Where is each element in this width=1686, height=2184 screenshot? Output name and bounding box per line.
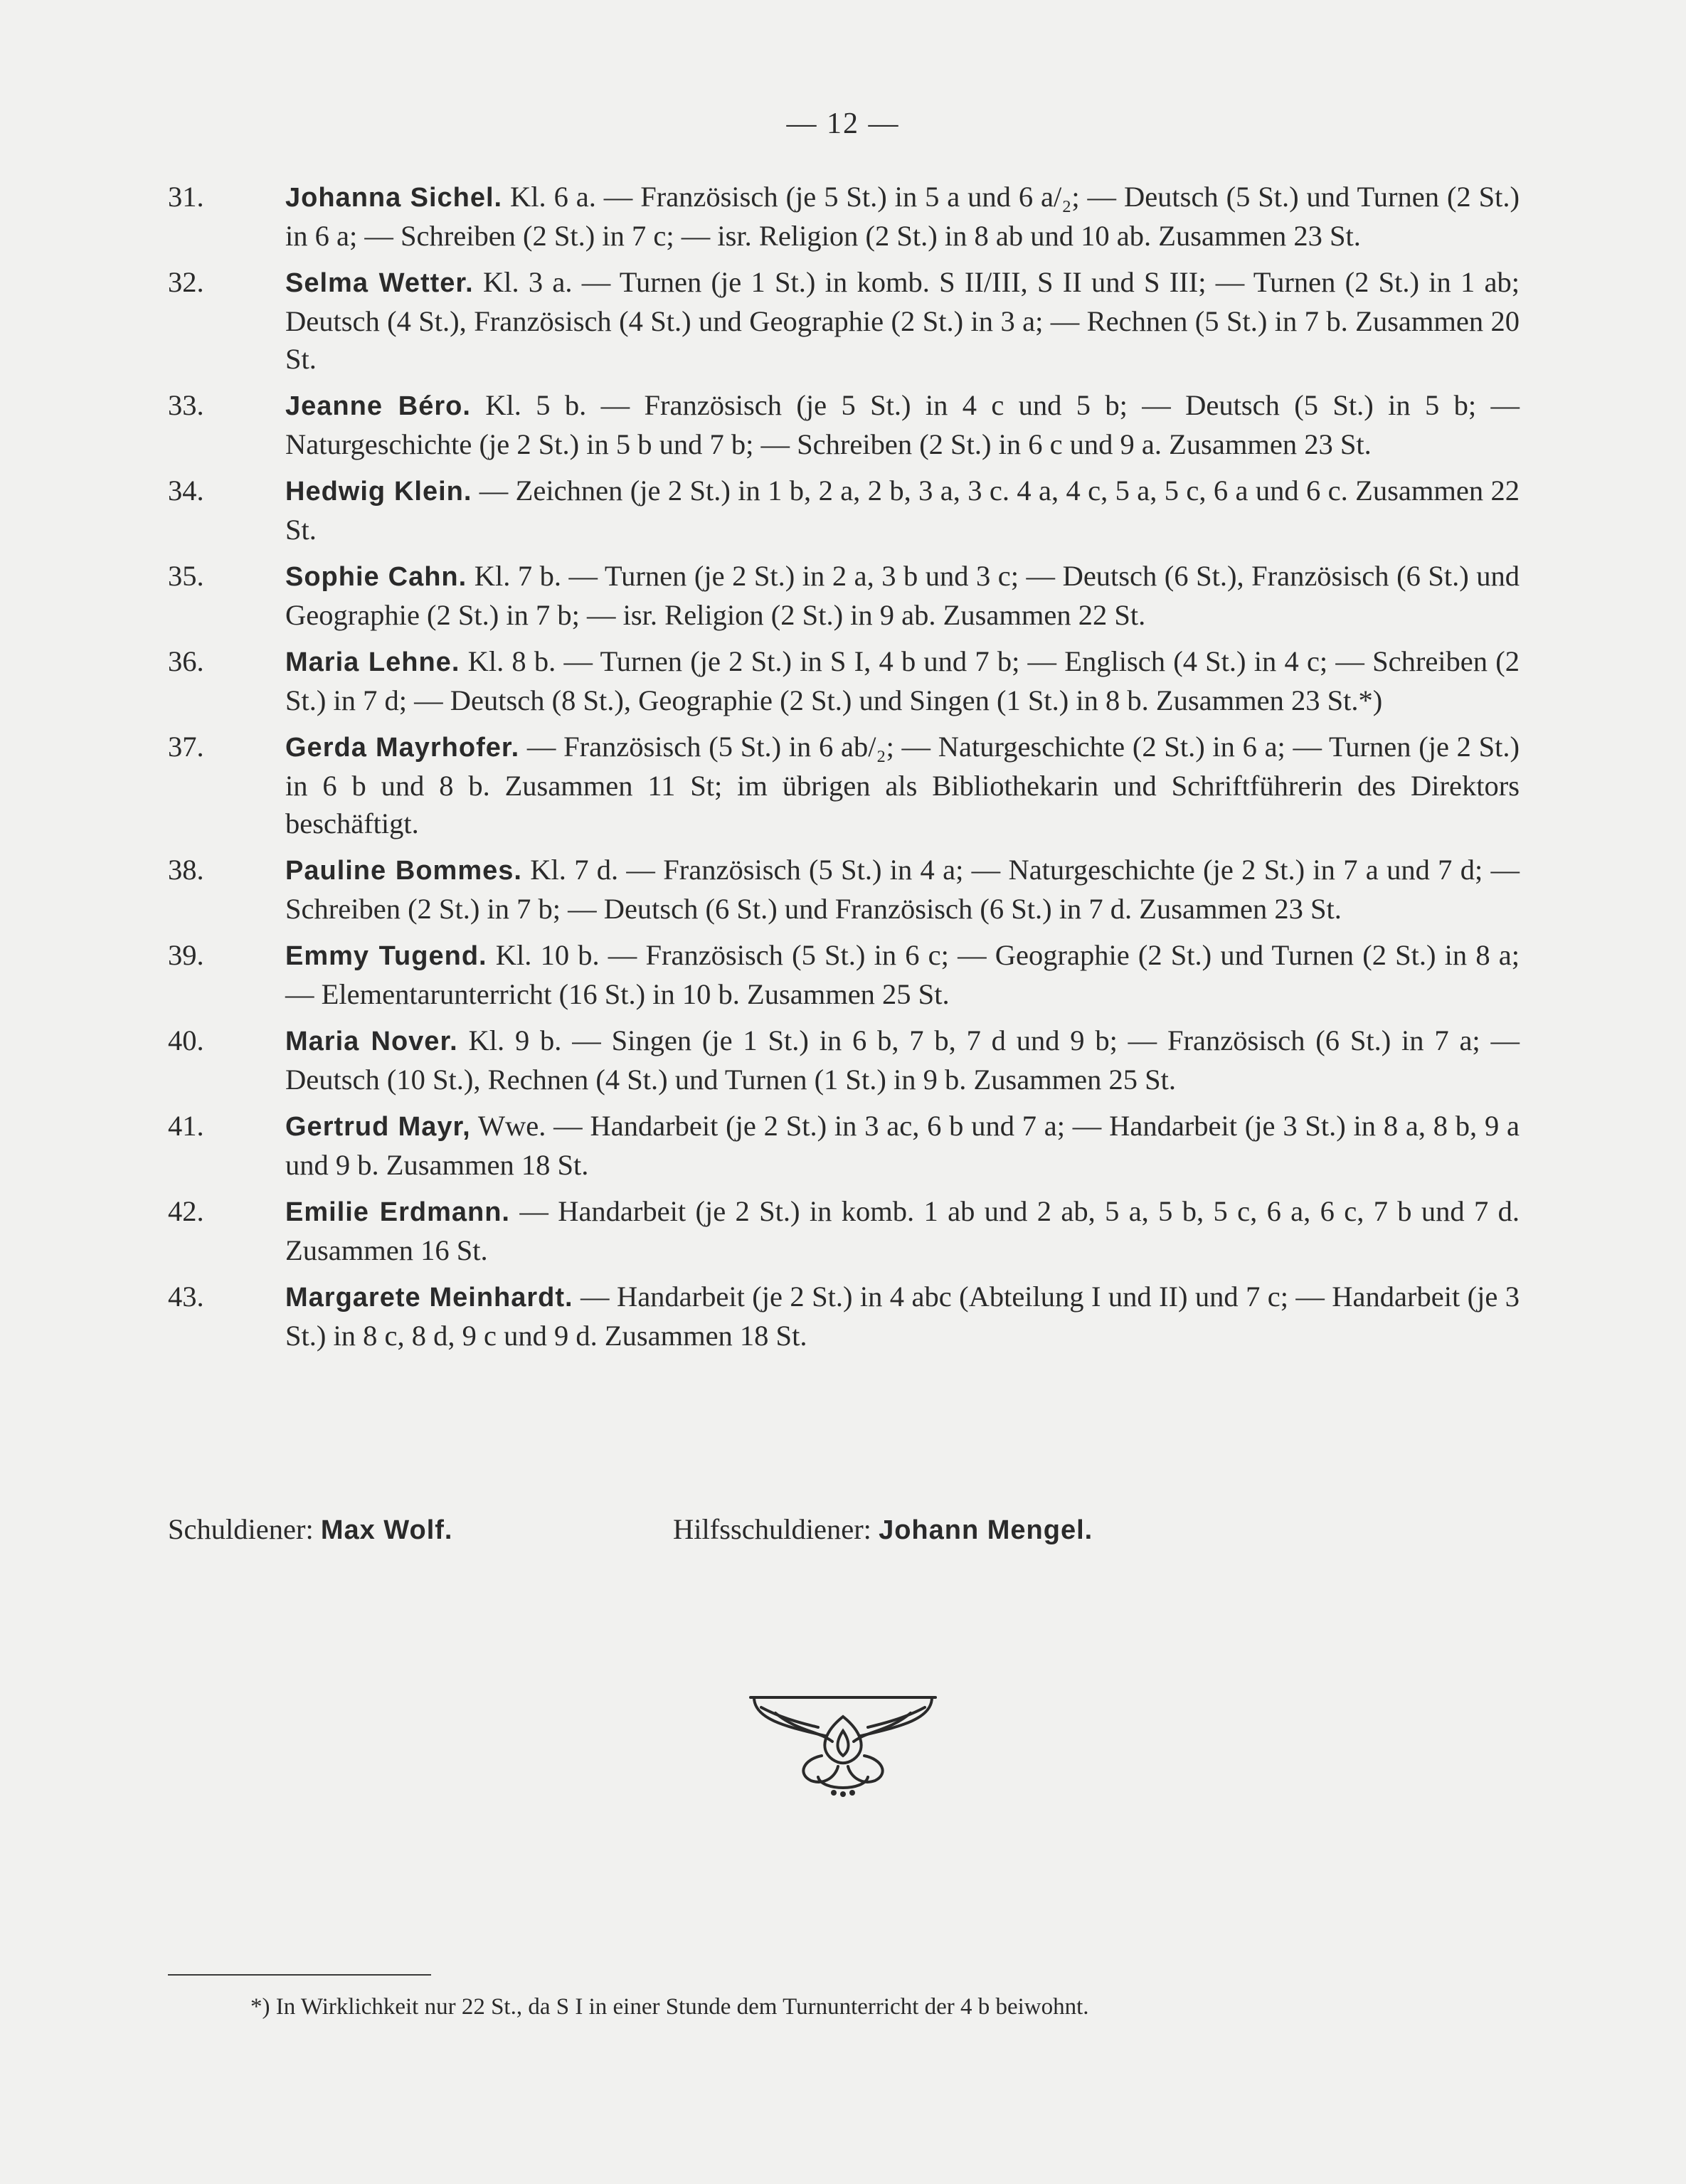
list-item	[168, 936, 1520, 1013]
entry-text: Kl. 9 b. — Singen (je 1 St.) in 6 b, 7 b, 7 d und 9 b; — Französisch (6 St.) in 7 a; — Deutsch (10 St.), Rechnen (4 St.) und Turnen (1 St.) in 9 b. Zusammen 25 St.	[285, 1024, 1520, 1096]
teacher-name: Selma Wetter.	[285, 268, 474, 298]
entry-number: 39.	[168, 939, 204, 971]
entry-number: 37.	[168, 731, 204, 763]
teacher-name: Emilie Erdmann.	[285, 1197, 510, 1227]
teacher-name: Jeanne Béro.	[285, 391, 471, 421]
list-item	[168, 557, 1520, 634]
entry-number: 35.	[168, 560, 204, 592]
entry-text: Kl. 5 b. — Französisch (je 5 St.) in 4 c und 5 b; — Deutsch (5 St.) in 5 b; — Naturgeschichte (je 2 St.) in 5 b und 7 b; — Schreiben (2 St.) in 6 c und 9 a. Zusammen 23 St.	[285, 389, 1520, 460]
entry-number: 33.	[168, 389, 204, 421]
entry-number: 38.	[168, 854, 204, 886]
entry-text: Kl. 6 a. — Französisch (je 5 St.) in 5 a und 6 a/₂; — Deutsch (5 St.) und Turnen (2 St.) in 6 a; — Schreiben (2 St.) in 7 c; — isr. Religion (2 St.) in 8 ab und 10 ab. Zusammen 23 St.	[285, 181, 1520, 252]
entry-text: — Handarbeit (je 2 St.) in 4 abc (Abteilung I und II) und 7 c; — Handarbeit (je 3 St.) in 8 c, 8 d, 9 c und 9 d. Zusammen 18 St.	[285, 1281, 1520, 1352]
teacher-name: Hedwig Klein.	[285, 477, 472, 507]
footnote: *) In Wirklichkeit nur 22 St., da S I in einer Stunde dem Turnunterricht der 4 b beiwohnt.	[250, 1994, 1089, 2020]
teacher-name: Emmy Tugend.	[285, 941, 487, 971]
entry-text: Wwe. — Handarbeit (je 2 St.) in 3 ac, 6 b und 7 a; — Handarbeit (je 3 St.) in 8 a, 8 b, 9 a und 9 b. Zusammen 18 St.	[285, 1110, 1520, 1181]
staff-list	[168, 178, 1520, 1363]
list-item	[168, 263, 1520, 378]
list-item	[168, 386, 1520, 463]
entry-text: — Handarbeit (je 2 St.) in komb. 1 ab und 2 ab, 5 a, 5 b, 5 c, 6 a, 6 c, 7 b und 7 d. Zusammen 16 St.	[285, 1195, 1520, 1266]
entry-number: 41.	[168, 1110, 204, 1142]
entry-text: Kl. 3 a. — Turnen (je 1 St.) in komb. S II/III, S II und S III; — Turnen (2 St.) in 1 ab; Deutsch (4 St.), Französisch (4 St.) und Geographie (2 St.) in 3 a; — Rechnen (5 St.) in 7 b. Zusammen 20 St.	[285, 266, 1520, 375]
entry-number: 40.	[168, 1024, 204, 1056]
teacher-name: Maria Nover.	[285, 1027, 458, 1056]
entry-number: 36.	[168, 645, 204, 677]
list-item	[168, 1107, 1520, 1184]
teacher-name: Pauline Bommes.	[285, 856, 522, 886]
teacher-name: Johanna Sichel.	[285, 183, 503, 213]
assistant-janitor-label: Hilfsschuldiener:	[673, 1513, 871, 1545]
school-janitor-label: Schuldiener:	[168, 1513, 314, 1545]
entry-text: Kl. 10 b. — Französisch (5 St.) in 6 c; — Geographie (2 St.) und Turnen (2 St.) in 8 a; — Elementarunterricht (16 St.) in 10 b. Zusammen 25 St.	[285, 939, 1520, 1010]
entry-number: 31.	[168, 181, 204, 213]
list-item	[168, 178, 1520, 255]
assistant-janitor-name: Johann Mengel.	[879, 1515, 1093, 1545]
list-item	[168, 472, 1520, 548]
teacher-name: Maria Lehne.	[285, 647, 460, 677]
teacher-name: Gerda Mayrhofer.	[285, 733, 520, 763]
list-item	[168, 1278, 1520, 1355]
teacher-name: Gertrud Mayr,	[285, 1112, 471, 1142]
teacher-name: Sophie Cahn.	[285, 562, 467, 592]
page-number: — 12 —	[786, 107, 900, 140]
entry-number: 43.	[168, 1281, 204, 1313]
school-staff-line	[168, 1510, 1520, 1549]
entry-text: Kl. 7 d. — Französisch (5 St.) in 4 a; — Naturgeschichte (je 2 St.) in 7 a und 7 d; — Schreiben (2 St.) in 7 b; — Deutsch (6 St.) und Französisch (6 St.) in 7 d. Zusammen 23 St.	[285, 854, 1520, 925]
entry-text: Kl. 7 b. — Turnen (je 2 St.) in 2 a, 3 b und 3 c; — Deutsch (6 St.), Französisch (6 St.) und Geographie (2 St.) in 7 b; — isr. Religion (2 St.) in 9 ab. Zusammen 22 St.	[285, 560, 1520, 631]
ornament-icon	[747, 1692, 939, 1806]
footnote-divider	[168, 1974, 431, 1976]
entry-number: 32.	[168, 266, 204, 298]
list-item	[168, 1192, 1520, 1269]
list-item	[168, 642, 1520, 719]
entry-text: Kl. 8 b. — Turnen (je 2 St.) in S I, 4 b und 7 b; — Englisch (4 St.) in 4 c; — Schreiben (2 St.) in 7 d; — Deutsch (8 St.), Geographie (2 St.) und Singen (1 St.) in 8 b. Zusammen 23 St.*)	[285, 645, 1520, 716]
entry-number: 42.	[168, 1195, 204, 1227]
teacher-name: Margarete Meinhardt.	[285, 1283, 573, 1313]
entry-text: — Zeichnen (je 2 St.) in 1 b, 2 a, 2 b, 3 a, 3 c. 4 a, 4 c, 5 a, 5 c, 6 a und 6 c. Zusammen 22 St.	[285, 475, 1520, 546]
entry-text: — Französisch (5 St.) in 6 ab/₂; — Naturgeschichte (2 St.) in 6 a; — Turnen (je 2 St.) in 6 b und 8 b. Zusammen 11 St; im übrigen als Bibliothekarin und Schriftführerin des Direktors beschäftigt.	[285, 731, 1520, 839]
list-item	[168, 1022, 1520, 1098]
assistant-janitor	[673, 1510, 1093, 1549]
school-janitor-name: Max Wolf.	[320, 1515, 453, 1545]
entry-number: 34.	[168, 475, 204, 507]
list-item	[168, 851, 1520, 928]
list-item	[168, 728, 1520, 842]
